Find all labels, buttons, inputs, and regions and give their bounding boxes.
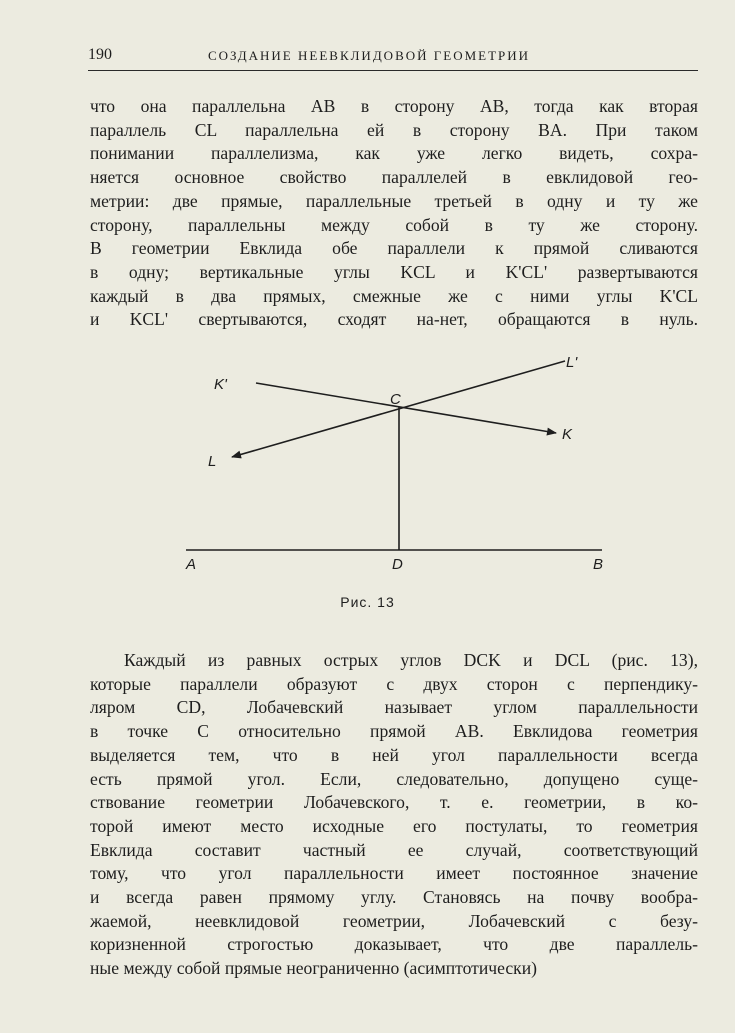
text-line: торой имеют место исходные его постулаты, то геометрия bbox=[90, 815, 698, 836]
line-k-prime-k bbox=[256, 383, 556, 433]
text-line: выделяется тем, что в ней угол параллельности всегда bbox=[90, 744, 698, 765]
text-line: в одну; вертикальные углы KCL и K'CL' развертываются bbox=[90, 261, 698, 282]
label-l: L bbox=[208, 453, 217, 470]
text-line: в точке C относительно прямой AB. Евклидова геометрия bbox=[90, 721, 698, 742]
text-line: В геометрии Евклида обе параллели к прямой сливаются bbox=[90, 238, 698, 259]
text-line: Евклида составит частный ее случай, соответствующий bbox=[90, 839, 698, 860]
figure-13-diagram bbox=[170, 345, 610, 580]
text-line: есть прямой угол. Если, следовательно, допущено суще- bbox=[90, 768, 698, 789]
text-line: ствование геометрии Лобачевского, т. е. геометрии, в ко- bbox=[90, 792, 698, 813]
paragraph-2 bbox=[90, 649, 698, 981]
text-line: что она параллельна AB в сторону AB, тогда как вторая bbox=[90, 96, 698, 116]
label-l-prime: L' bbox=[566, 354, 578, 371]
text-line: которые параллели образуют с двух сторон с перпендику- bbox=[90, 673, 698, 694]
text-line: жаемой, неевклидовой геометрии, Лобачевский с безу- bbox=[90, 910, 698, 931]
label-k-prime: K' bbox=[214, 376, 227, 393]
text-line: каждый в два прямых, смежные же с ними углы K'CL bbox=[90, 285, 698, 306]
label-d: D bbox=[392, 556, 403, 573]
text-line: параллель CL параллельна ей в сторону BA. При таком bbox=[90, 119, 698, 140]
text-line: ляром CD, Лобачевский называет углом параллельности bbox=[90, 697, 698, 718]
header-rule bbox=[88, 70, 698, 71]
running-title: СОЗДАНИЕ НЕЕВКЛИДОВОЙ ГЕОМЕТРИИ bbox=[208, 48, 531, 63]
text-line: понимании параллелизма, как уже легко видеть, сохра- bbox=[90, 143, 698, 164]
label-c: C bbox=[390, 391, 401, 408]
text-line: сторону, параллельны между собой в ту же сторону. bbox=[90, 214, 698, 235]
label-a: A bbox=[186, 556, 197, 573]
text-line: Каждый из равных острых углов DCK и DCL (рис. 13), bbox=[124, 650, 698, 670]
text-line: и KCL' свертываются, сходят на-нет, обращаются в нуль. bbox=[90, 309, 698, 330]
text-line: метрии: две прямые, параллельные третьей в одну и ту же bbox=[90, 190, 698, 211]
figure-caption: Рис. 13 bbox=[340, 594, 395, 610]
text-line: няется основное свойство параллелей в евклидовой гео- bbox=[90, 167, 698, 188]
text-line: тому, что угол параллельности имеет постоянное значение bbox=[90, 863, 698, 884]
label-b: B bbox=[593, 556, 604, 573]
label-k: K bbox=[562, 426, 573, 443]
text-line: ные между собой прямые неограниченно (асимптотически) bbox=[90, 958, 537, 979]
text-line: коризненной строгостью доказывает, что две параллель- bbox=[90, 934, 698, 955]
page-header bbox=[88, 46, 700, 68]
page-number: 190 bbox=[88, 46, 112, 63]
paragraph-1 bbox=[90, 95, 698, 332]
text-line: и всегда равен прямому углу. Становясь на почву вообра- bbox=[90, 887, 698, 908]
